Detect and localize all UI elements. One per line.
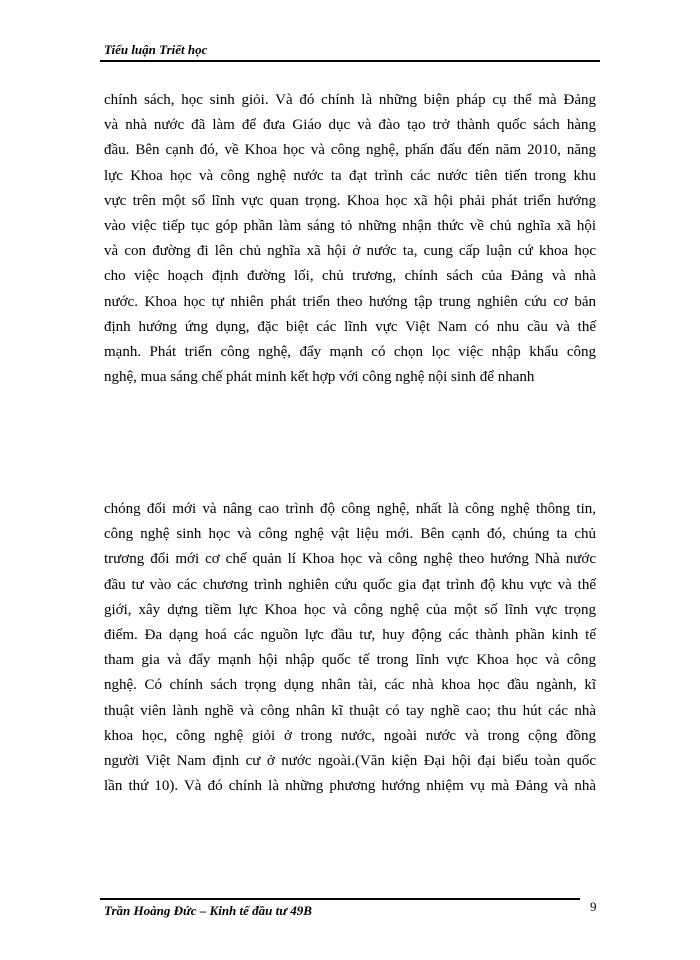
text-line: chóng đổi mới và nâng cao trình độ công nghệ, nhất là công nghệ thông tin, [104,501,596,517]
text-line: công nghệ sinh học và công nghệ vật liệu mới. Bên cạnh đó, chúng ta chủ [104,526,596,543]
text-line: trương đổi mới cơ chế quản lí Khoa học và công nghệ theo hướng Nhà nước [104,551,596,568]
running-header-title: Tiểu luận Triết học [104,42,208,57]
footer-divider [100,898,580,900]
text-line: định hướng ứng dụng, đặc biệt các lĩnh vực Việt Nam có nhu cầu và thế [104,318,596,335]
text-line: người Việt Nam định cư ở nước ngoài.(Văn kiện Đại hội đại biểu toàn quốc [104,752,596,769]
text-line: vực trên một số lĩnh vực quan trọng. Khoa học xã hội phải phát triển hướng [104,192,596,209]
body-paragraph-1 [104,88,596,390]
text-line: cho việc hoạch định đường lối, chủ trương, chính sách của Đảng và nhà [104,268,596,285]
text-line: nghệ. Có chính sách trọng dụng nhân tài, các nhà khoa học đầu ngành, kĩ [104,677,596,694]
text-line: mạnh. Phát triển công nghệ, đẩy mạnh có chọn lọc việc nhập khẩu công [104,343,596,360]
text-line: đầu. Bên cạnh đó, về Khoa học và công nghệ, phấn đấu đến năm 2010, năng [104,142,596,159]
text-line: lần thứ 10). Và đó chính là những phương hướng nhiệm vụ mà Đảng và nhà [104,778,596,795]
text-line: giới, xây dựng tiềm lực Khoa học và công nghệ của một số lĩnh vực trọng [104,601,596,618]
text-line: thuật viên lành nghề và công nhân kĩ thuật có tay nghề cao; thu hút các nhà [104,702,596,719]
text-line: và con đường đi lên chủ nghĩa xã hội ở nước ta, cung cấp luận cứ khoa học [104,243,596,260]
text-line: và nhà nước đã làm để đưa Giáo dục và đào tạo trở thành quốc sách hàng [104,117,596,134]
text-line: điểm. Đa dạng hoá các nguồn lực đầu tư, huy động các thành phần kinh tế [104,626,596,643]
text-line: nước. Khoa học tự nhiên phát triển theo hướng tập trung nghiên cứu cơ bản [104,293,596,310]
page-number: 9 [590,899,597,914]
footer-author: Trần Hoàng Đức – Kinh tế đầu tư 49B [104,903,312,918]
text-line: đầu tư vào các chương trình nghiên cứu quốc gia đạt trình độ khu vực và thế [104,576,596,593]
header-divider [100,60,600,62]
text-line: vào việc tiếp tục góp phần làm sáng tỏ những nhận thức về chủ nghĩa xã hội [104,217,596,234]
text-line: khoa học, công nghệ giỏi ở trong nước, ngoài nước và trong cộng đồng [104,727,596,744]
text-line: tham gia và đẩy mạnh hội nhập quốc tế trong lĩnh vực Khoa học và công [104,652,596,669]
text-line: chính sách, học sinh giỏi. Và đó chính là những biện pháp cụ thể mà Đảng [104,92,596,108]
text-line: lực Khoa học và công nghệ nước ta đạt trình các nước tiên tiến trong khu [104,167,596,184]
body-paragraph-2 [104,497,596,799]
text-line: nghệ, mua sáng chế phát minh kết hợp với công nghệ nội sinh để nhanh [104,369,535,386]
